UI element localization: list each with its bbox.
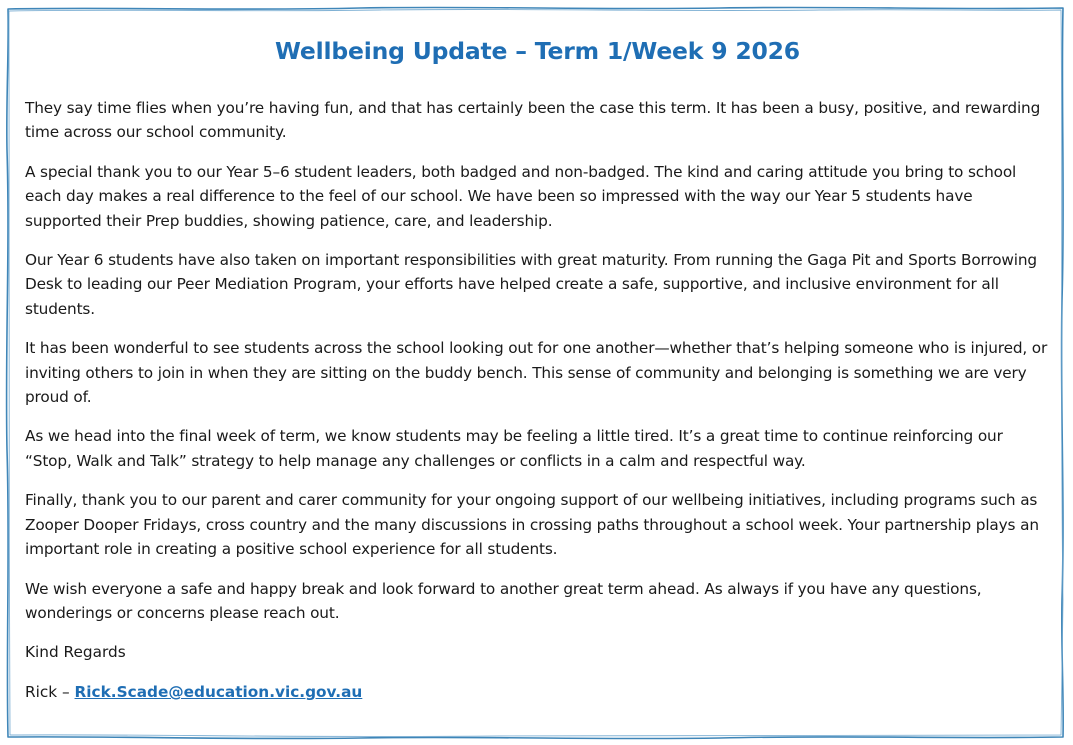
page-title: Wellbeing Update – Term 1/Week 9 2026 bbox=[275, 37, 800, 65]
paragraph-farewell: We wish everyone a safe and happy break and look forward to another great term ahead. As always if you have any questions, wonderings or concerns please reach out. bbox=[25, 579, 982, 622]
paragraph-community: It has been wonderful to see students across the school looking out for one another—whether that’s helping someone who is injured, or inviting others to join in when they are sitting on the buddy bench. This sense of community and belonging is something we are very proud of. bbox=[25, 339, 1048, 407]
paragraph-year6-responsibilities: Our Year 6 students have also taken on important responsibilities with great maturity. From running the Gaga Pit and Sports Borrowing Desk to leading our Peer Mediation Program, your efforts have helped create a safe, supportive, and inclusive environment for all students. bbox=[25, 251, 1037, 318]
paragraph-intro: They say time flies when you’re having fun, and that has certainly been the case this term. It has been a busy, positive, and rewarding time across our school community. bbox=[25, 99, 1041, 142]
signature-name: Rick – bbox=[25, 683, 75, 702]
paragraph-student-leaders: A special thank you to our Year 5–6 student leaders, both badged and non-badged. The kind and caring attitude you bring to school each day makes a real difference to the feel of our school. We have been so impressed with the way our Year 5 students have supported their Prep buddies, showing patience, care, and leadership. bbox=[25, 162, 1017, 230]
paragraph-final-week: As we head into the final week of term, we know students may be feeling a little tired. It’s a great time to continue reinforcing our “Stop, Walk and Talk” strategy to help manage any challenges or conflicts in a calm and respectful way. bbox=[25, 427, 1003, 470]
closing-text: Kind Regards bbox=[25, 643, 126, 662]
email-link[interactable]: Rick.Scade@education.vic.gov.au bbox=[74, 683, 363, 702]
signature-line bbox=[25, 680, 1050, 704]
paragraph-parent-thanks: Finally, thank you to our parent and carer community for your ongoing support of our wellbeing initiatives, including programs such as Zooper Dooper Fridays, cross country and the many discussions in crossing paths throughout a school week. Your partnership plays an important role in creating a positive school experience for all students. bbox=[25, 491, 1039, 559]
newsletter-content bbox=[25, 34, 1050, 720]
